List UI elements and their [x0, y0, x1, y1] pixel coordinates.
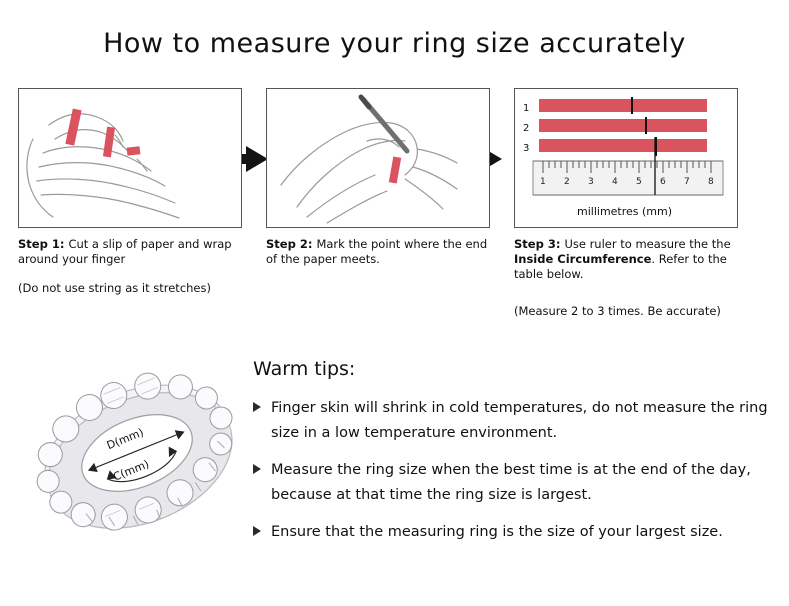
tip-text: Finger skin will shrink in cold temperatures, do not measure the ring size in a low temperature environment. [271, 400, 768, 441]
tip-text: Ensure that the measuring ring is the size of your largest size. [271, 524, 723, 540]
bullet-triangle-icon [253, 402, 261, 412]
step-1-label: Step 1: [18, 237, 65, 251]
strip-number-3: 3 [523, 143, 530, 154]
page-title: How to measure your ring size accurately [103, 28, 686, 59]
step-3-text-after: . Refer to the table below. [514, 252, 727, 281]
step-2-text: Mark the point where the end of the paper meets. [266, 237, 488, 266]
step-3-illustration [514, 88, 738, 228]
step-3-note: (Measure 2 to 3 times. Be accurate) [514, 304, 721, 318]
arrow-right-icon-1 [246, 146, 268, 172]
step-1-note: (Do not use string as it stretches) [18, 281, 211, 295]
list-item [253, 458, 773, 508]
step-2-illustration [266, 88, 490, 228]
step-1-text: Cut a slip of paper and wrap around your finger [18, 237, 232, 266]
step-3-label: Step 3: [514, 237, 561, 251]
svg-text:3: 3 [588, 177, 594, 187]
step-1-caption [18, 237, 246, 267]
step-3-text-before: Use ruler to measure the the [564, 237, 731, 251]
svg-text:5: 5 [636, 177, 642, 187]
step-2-caption [266, 237, 494, 267]
step-3 [514, 88, 738, 318]
tip-text: Measure the ring size when the best time is at the end of the day, because at that time the ring size is largest. [271, 462, 751, 503]
step-1 [18, 88, 242, 295]
step-2-label: Step 2: [266, 237, 313, 251]
bullet-triangle-icon [253, 464, 261, 474]
step-3-text-bold: Inside Circumference [514, 252, 652, 266]
svg-text:4: 4 [612, 177, 618, 187]
ring-illustration [22, 348, 252, 563]
svg-text:7: 7 [684, 177, 690, 187]
list-item [253, 396, 773, 446]
strip-number-2: 2 [523, 123, 530, 134]
unit-label: millimetres (mm) [577, 205, 673, 218]
strip-number-1: 1 [523, 103, 530, 114]
step-2 [266, 88, 490, 281]
list-item [253, 520, 773, 545]
circumference-label: C(mm) [111, 457, 152, 484]
steps-row [18, 88, 773, 338]
svg-text:6: 6 [660, 177, 666, 187]
step-1-illustration [18, 88, 242, 228]
warm-tips-title: Warm tips: [253, 358, 356, 380]
bullet-triangle-icon [253, 526, 261, 536]
step-3-caption [514, 237, 742, 282]
diameter-label: D(mm) [104, 425, 146, 453]
warm-tips-section [253, 358, 773, 557]
svg-text:1: 1 [540, 177, 546, 187]
svg-text:2: 2 [564, 177, 570, 187]
svg-text:8: 8 [708, 177, 714, 187]
